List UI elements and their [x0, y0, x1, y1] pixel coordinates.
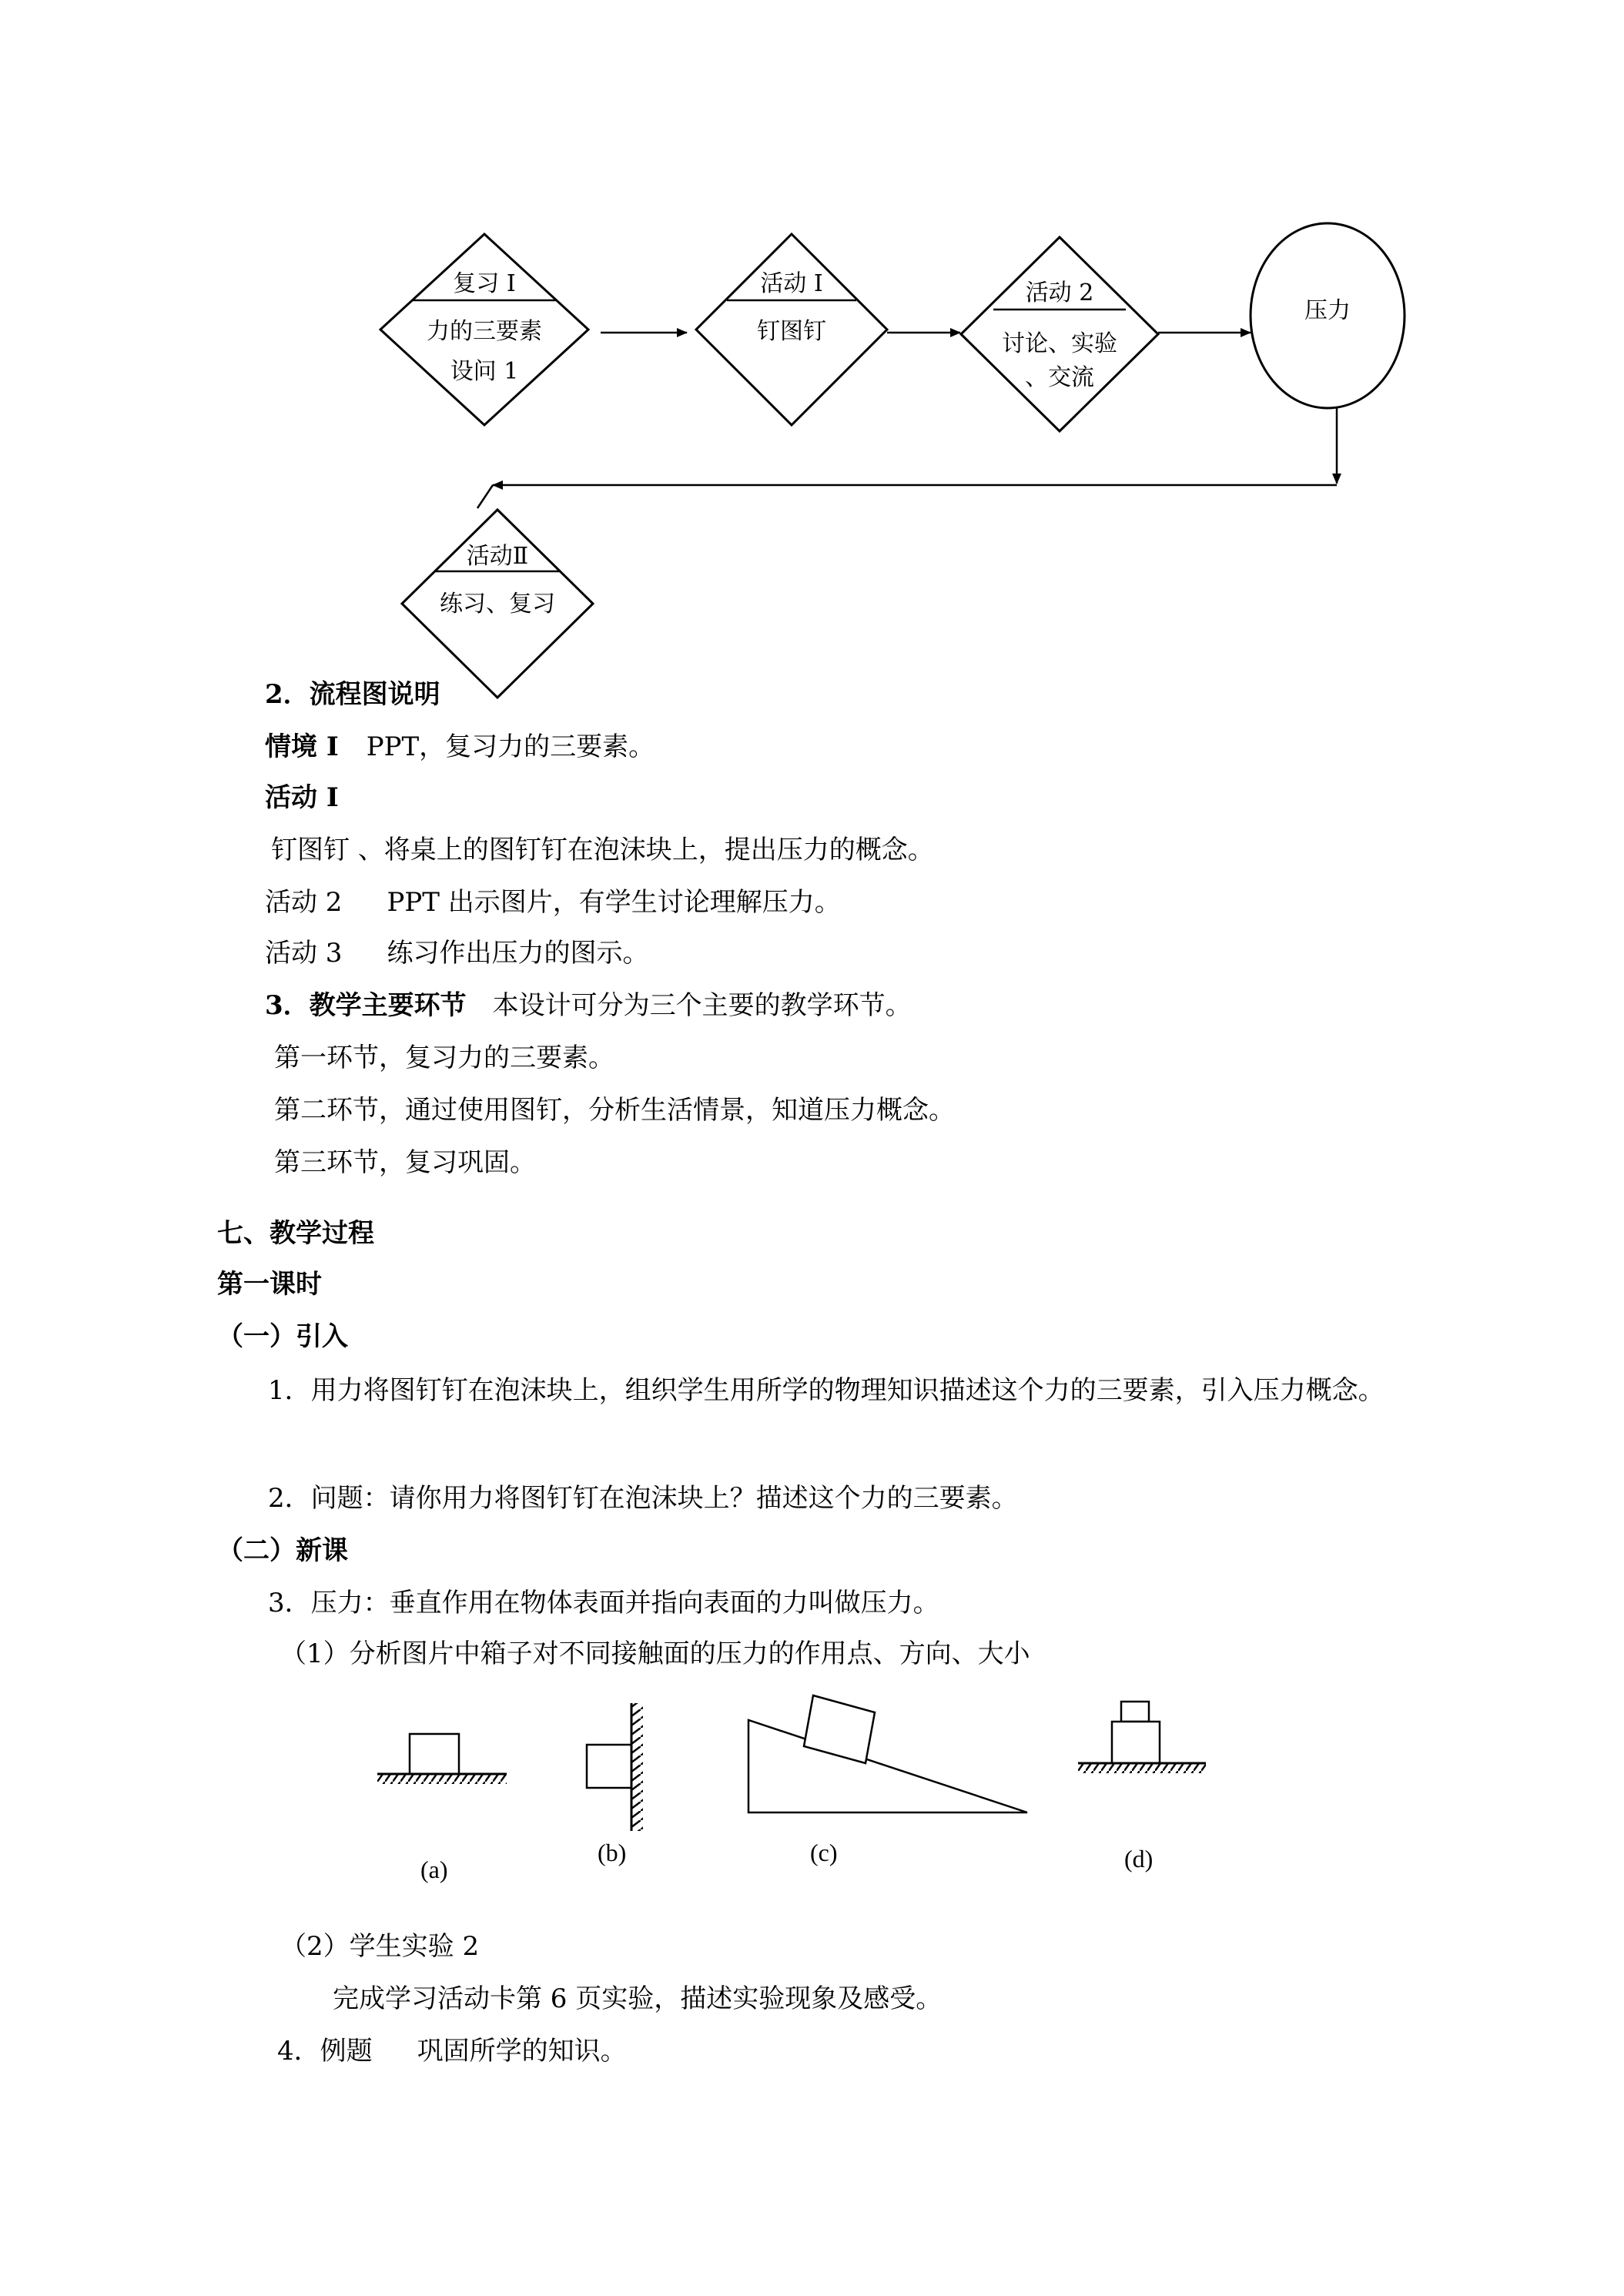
section7-title: 七、教学过程 — [217, 1218, 374, 1249]
flow-node-activity1 — [696, 234, 887, 425]
step3: 第三环节，复习巩固。 — [274, 1147, 536, 1178]
sub1: （1）分析图片中箱子对不同接触面的压力的作用点、方向、大小 — [280, 1638, 1030, 1669]
flow-node-review — [380, 234, 588, 425]
item1: 1．用力将图钉钉在泡沫块上，组织学生用所学的物理知识描述这个力的三要素，引入压力概念。 — [268, 1375, 1385, 1406]
circle-label: 压力 — [1304, 297, 1351, 324]
figure-a — [377, 1734, 507, 1784]
scene1-row — [265, 728, 655, 765]
figure-c-caption: (c) — [810, 1839, 838, 1866]
scene1-label: 情境 I — [265, 731, 339, 762]
section3-intro: 本设计可分为三个主要的教学环节。 — [492, 990, 912, 1021]
flowchart — [0, 0, 1624, 708]
section2-heading: 2．流程图说明 — [265, 679, 440, 710]
lesson-title: 第一课时 — [217, 1269, 322, 1300]
sub2-text: 完成学习活动卡第 6 页实验，描述实验现象及感受。 — [333, 1983, 943, 2014]
item2: 2．问题：请你用力将图钉钉在泡沫块上？描述这个力的三要素。 — [268, 1483, 1018, 1514]
node2-body: 钉图钉 — [757, 318, 826, 345]
flow-node-activity-ii — [402, 510, 593, 698]
node1-line2: 设问 1 — [450, 358, 519, 385]
part2-heading: （二）新课 — [217, 1535, 348, 1566]
step2: 第二环节，通过使用图钉，分析生活情景，知道压力概念。 — [274, 1095, 955, 1126]
step1: 第一环节，复习力的三要素。 — [274, 1043, 614, 1073]
node3-line2: 、交流 — [1025, 364, 1094, 391]
node3-top: 活动 2 — [1025, 279, 1094, 306]
part1-heading: （一）引入 — [217, 1321, 348, 1352]
item4: 4．例题 巩固所学的知识。 — [277, 2036, 627, 2067]
scene1-text: PPT，复习力的三要素。 — [366, 731, 655, 762]
figure-c — [748, 1695, 1027, 1812]
flow-node-pressure — [1251, 223, 1405, 408]
flow-node-activity2 — [961, 237, 1158, 431]
figure-b — [587, 1703, 643, 1831]
node4-top: 活动Ⅱ — [466, 543, 529, 570]
figure-d-caption: (d) — [1124, 1845, 1154, 1873]
node4-body: 练习、复习 — [440, 591, 555, 618]
activity1-label: 活动 I — [265, 782, 339, 813]
item3: 3．压力：垂直作用在物体表面并指向表面的力叫做压力。 — [268, 1588, 939, 1618]
figure-d — [1078, 1702, 1206, 1773]
figure-b-caption: (b) — [598, 1839, 627, 1866]
section3-heading: 3．教学主要环节 本设计可分为三个主要的教学环节。 — [265, 990, 912, 1021]
node1-line1: 力的三要素 — [427, 318, 542, 345]
figure-a-caption: (a) — [420, 1856, 448, 1883]
activity3-row: 活动 3 练习作出压力的图示。 — [265, 938, 649, 969]
node2-top: 活动 I — [760, 270, 823, 297]
node1-top: 复习 I — [453, 270, 516, 297]
activity1-text: 钉图钉 、将桌上的图钉钉在泡沫块上，提出压力的概念。 — [271, 835, 934, 865]
node3-line1: 讨论、实验 — [1002, 330, 1117, 357]
sub2: （2）学生实验 2 — [280, 1931, 480, 1962]
activity2-row: 活动 2 PPT 出示图片，有学生讨论理解压力。 — [265, 887, 841, 918]
